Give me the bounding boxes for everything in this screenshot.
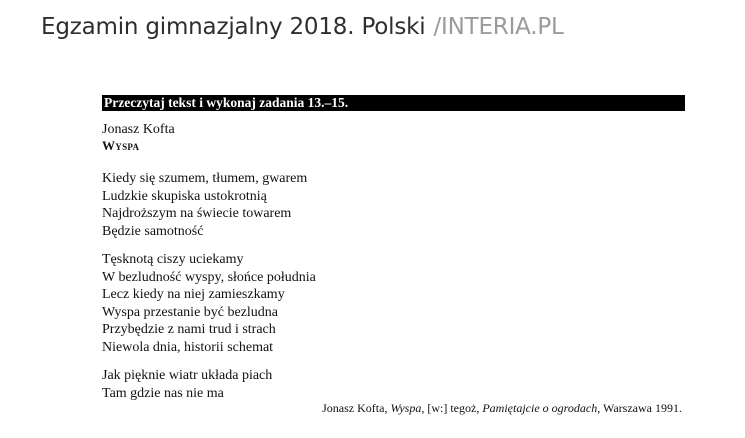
poem-line: Ludzkie skupiska ustokrotnią — [102, 188, 267, 204]
poem-title: Wyspa — [102, 138, 140, 153]
task-header: Przeczytaj tekst i wykonaj zadania 13.–15. — [102, 95, 685, 111]
poem-line: Przybędzie z nami trud i strach — [102, 322, 276, 337]
poem-line: Tam gdzie nas nie ma — [102, 385, 224, 401]
source-citation — [322, 401, 682, 415]
stanza-3 — [102, 367, 685, 402]
poem-line: Jak pięknie wiatr układa piach — [102, 368, 273, 383]
citation-work: Wyspa — [390, 401, 422, 415]
citation-book: Pamiętajcie o ogrodach — [482, 401, 598, 415]
poem-line: Niewola dnia, historii schemat — [102, 339, 274, 355]
poem-line: Tęsknotą ciszy uciekamy — [102, 252, 244, 267]
exam-document — [102, 95, 685, 415]
article-title: Egzamin gimnazjalny 2018. Polski — [41, 14, 426, 40]
poem-line: Wyspa przestanie być bezludna — [102, 304, 279, 320]
poem-line: Najdroższym na świecie towarem — [102, 206, 292, 221]
citation-middle: , [w:] tegoż, — [421, 401, 483, 415]
poem-author: Jonasz Kofta — [102, 122, 175, 137]
poem-line: Będzie samotność — [102, 223, 204, 239]
stanza-1 — [102, 170, 685, 240]
poem-line: Lecz kiedy na niej zamieszkamy — [102, 287, 285, 302]
poem-line: Kiedy się szumem, tłumem, gwarem — [102, 171, 308, 186]
stanza-2 — [102, 251, 685, 356]
page-title — [41, 14, 564, 40]
source-label: /INTERIA.PL — [433, 14, 564, 40]
citation-author: Jonasz Kofta, — [322, 401, 391, 415]
citation-end: , Warszawa 1991. — [597, 401, 682, 415]
poem-line: W bezludność wyspy, słońce południa — [102, 269, 316, 285]
